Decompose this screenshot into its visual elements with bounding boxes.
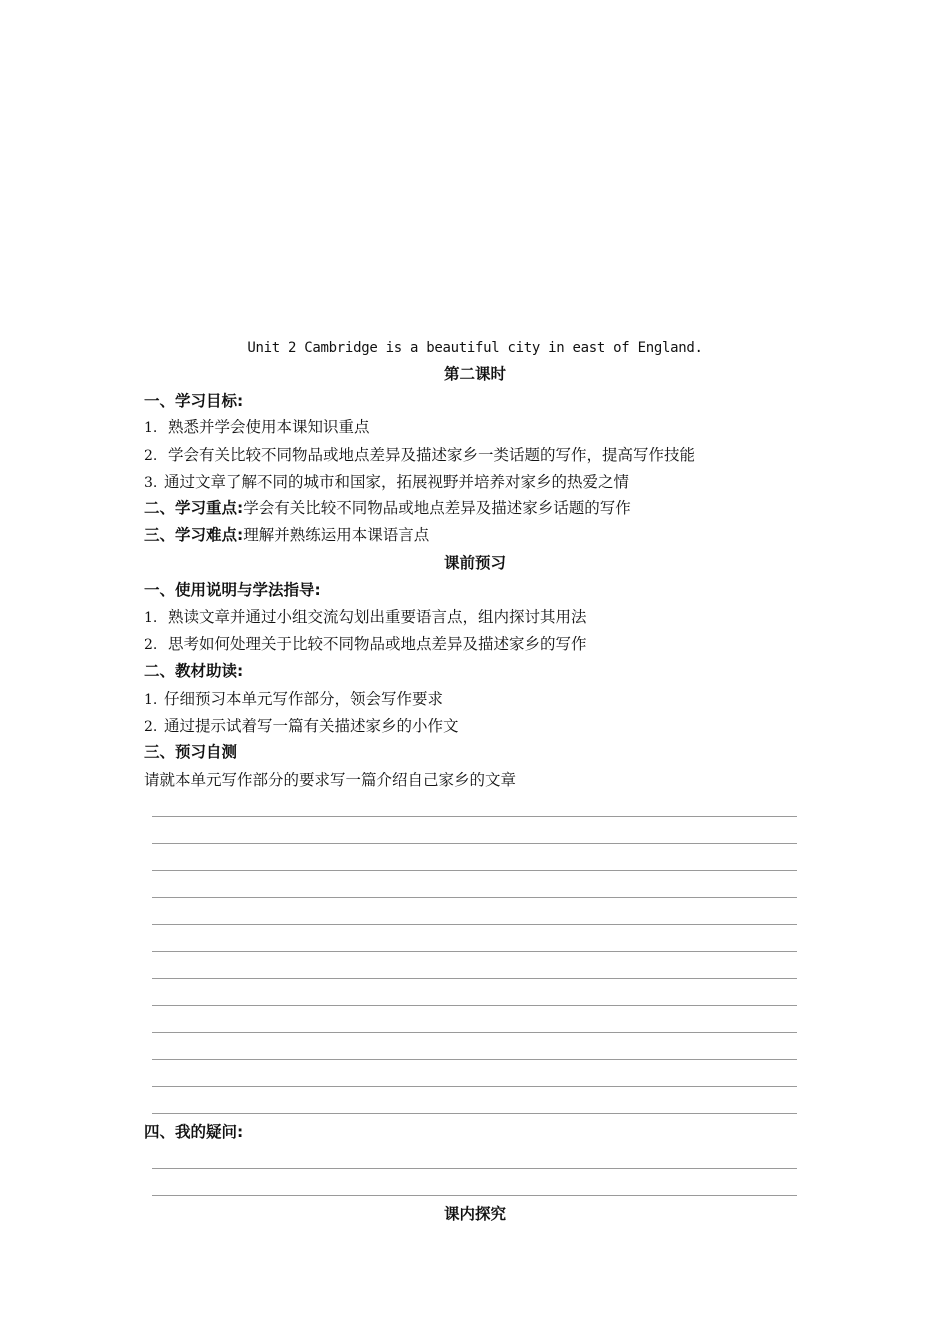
instruction-text: 熟读文章并通过小组交流勾划出重要语言点，组内探讨其用法 bbox=[168, 608, 587, 626]
textbook-number: 1. bbox=[144, 692, 158, 708]
key-points-text: 学会有关比较不同物品或地点差异及描述家乡话题的写作 bbox=[243, 499, 631, 517]
writing-line[interactable] bbox=[152, 1032, 797, 1033]
questions-heading: 四、我的疑问: bbox=[144, 1123, 244, 1141]
objective-item-2 bbox=[144, 445, 695, 466]
textbook-text: 通过提示试着写一篇有关描述家乡的小作文 bbox=[164, 717, 459, 735]
writing-line[interactable] bbox=[152, 1005, 797, 1006]
objective-item-1 bbox=[144, 417, 370, 438]
objective-number: 1. bbox=[144, 420, 158, 436]
writing-line[interactable] bbox=[152, 843, 797, 844]
writing-line[interactable] bbox=[152, 870, 797, 871]
writing-line[interactable] bbox=[152, 1059, 797, 1060]
writing-line[interactable] bbox=[152, 978, 797, 979]
writing-line[interactable] bbox=[152, 816, 797, 817]
instruction-text: 思考如何处理关于比较不同物品或地点差异及描述家乡的写作 bbox=[168, 635, 587, 653]
self-test-heading: 三、预习自测 bbox=[144, 743, 238, 761]
in-class-section-title: 课内探究 bbox=[443, 1205, 506, 1223]
objective-number: 3. bbox=[144, 475, 158, 491]
key-points-line bbox=[144, 498, 631, 518]
writing-line[interactable] bbox=[152, 1113, 797, 1114]
key-points-heading: 二、学习重点: bbox=[144, 499, 244, 517]
textbook-text: 仔细预习本单元写作部分，领会写作要求 bbox=[164, 690, 444, 708]
question-line[interactable] bbox=[152, 1168, 797, 1169]
textbook-item-1 bbox=[144, 689, 443, 710]
objective-number: 2. bbox=[144, 448, 158, 464]
writing-line[interactable] bbox=[152, 897, 797, 898]
objectives-heading: 一、学习目标: bbox=[144, 392, 244, 410]
instruction-item-1 bbox=[144, 607, 587, 628]
textbook-number: 2. bbox=[144, 719, 158, 735]
textbook-heading: 二、教材助读: bbox=[144, 662, 244, 680]
objective-text: 学会有关比较不同物品或地点差异及描述家乡一类话题的写作，提高写作技能 bbox=[168, 446, 696, 464]
instruction-number: 1. bbox=[144, 610, 158, 626]
objective-text: 通过文章了解不同的城市和国家，拓展视野并培养对家乡的热爱之情 bbox=[164, 473, 630, 491]
difficulties-text: 理解并熟练运用本课语言点 bbox=[243, 526, 430, 544]
self-test-prompt: 请就本单元写作部分的要求写一篇介绍自己家乡的文章 bbox=[144, 771, 517, 789]
unit-title: Unit 2 Cambridge is a beautiful city in east of England. bbox=[247, 340, 703, 356]
difficulties-line bbox=[144, 525, 429, 545]
question-line[interactable] bbox=[152, 1195, 797, 1196]
preview-section-title: 课前预习 bbox=[443, 554, 506, 572]
objective-item-3 bbox=[144, 472, 629, 493]
instruction-item-2 bbox=[144, 634, 587, 655]
instruction-number: 2. bbox=[144, 637, 158, 653]
writing-line[interactable] bbox=[152, 1086, 797, 1087]
instructions-heading: 一、使用说明与学法指导: bbox=[144, 581, 321, 599]
textbook-item-2 bbox=[144, 716, 459, 737]
writing-line[interactable] bbox=[152, 951, 797, 952]
difficulties-heading: 三、学习难点: bbox=[144, 526, 244, 544]
lesson-label: 第二课时 bbox=[443, 365, 506, 383]
objective-text: 熟悉并学会使用本课知识重点 bbox=[168, 418, 370, 436]
writing-line[interactable] bbox=[152, 924, 797, 925]
